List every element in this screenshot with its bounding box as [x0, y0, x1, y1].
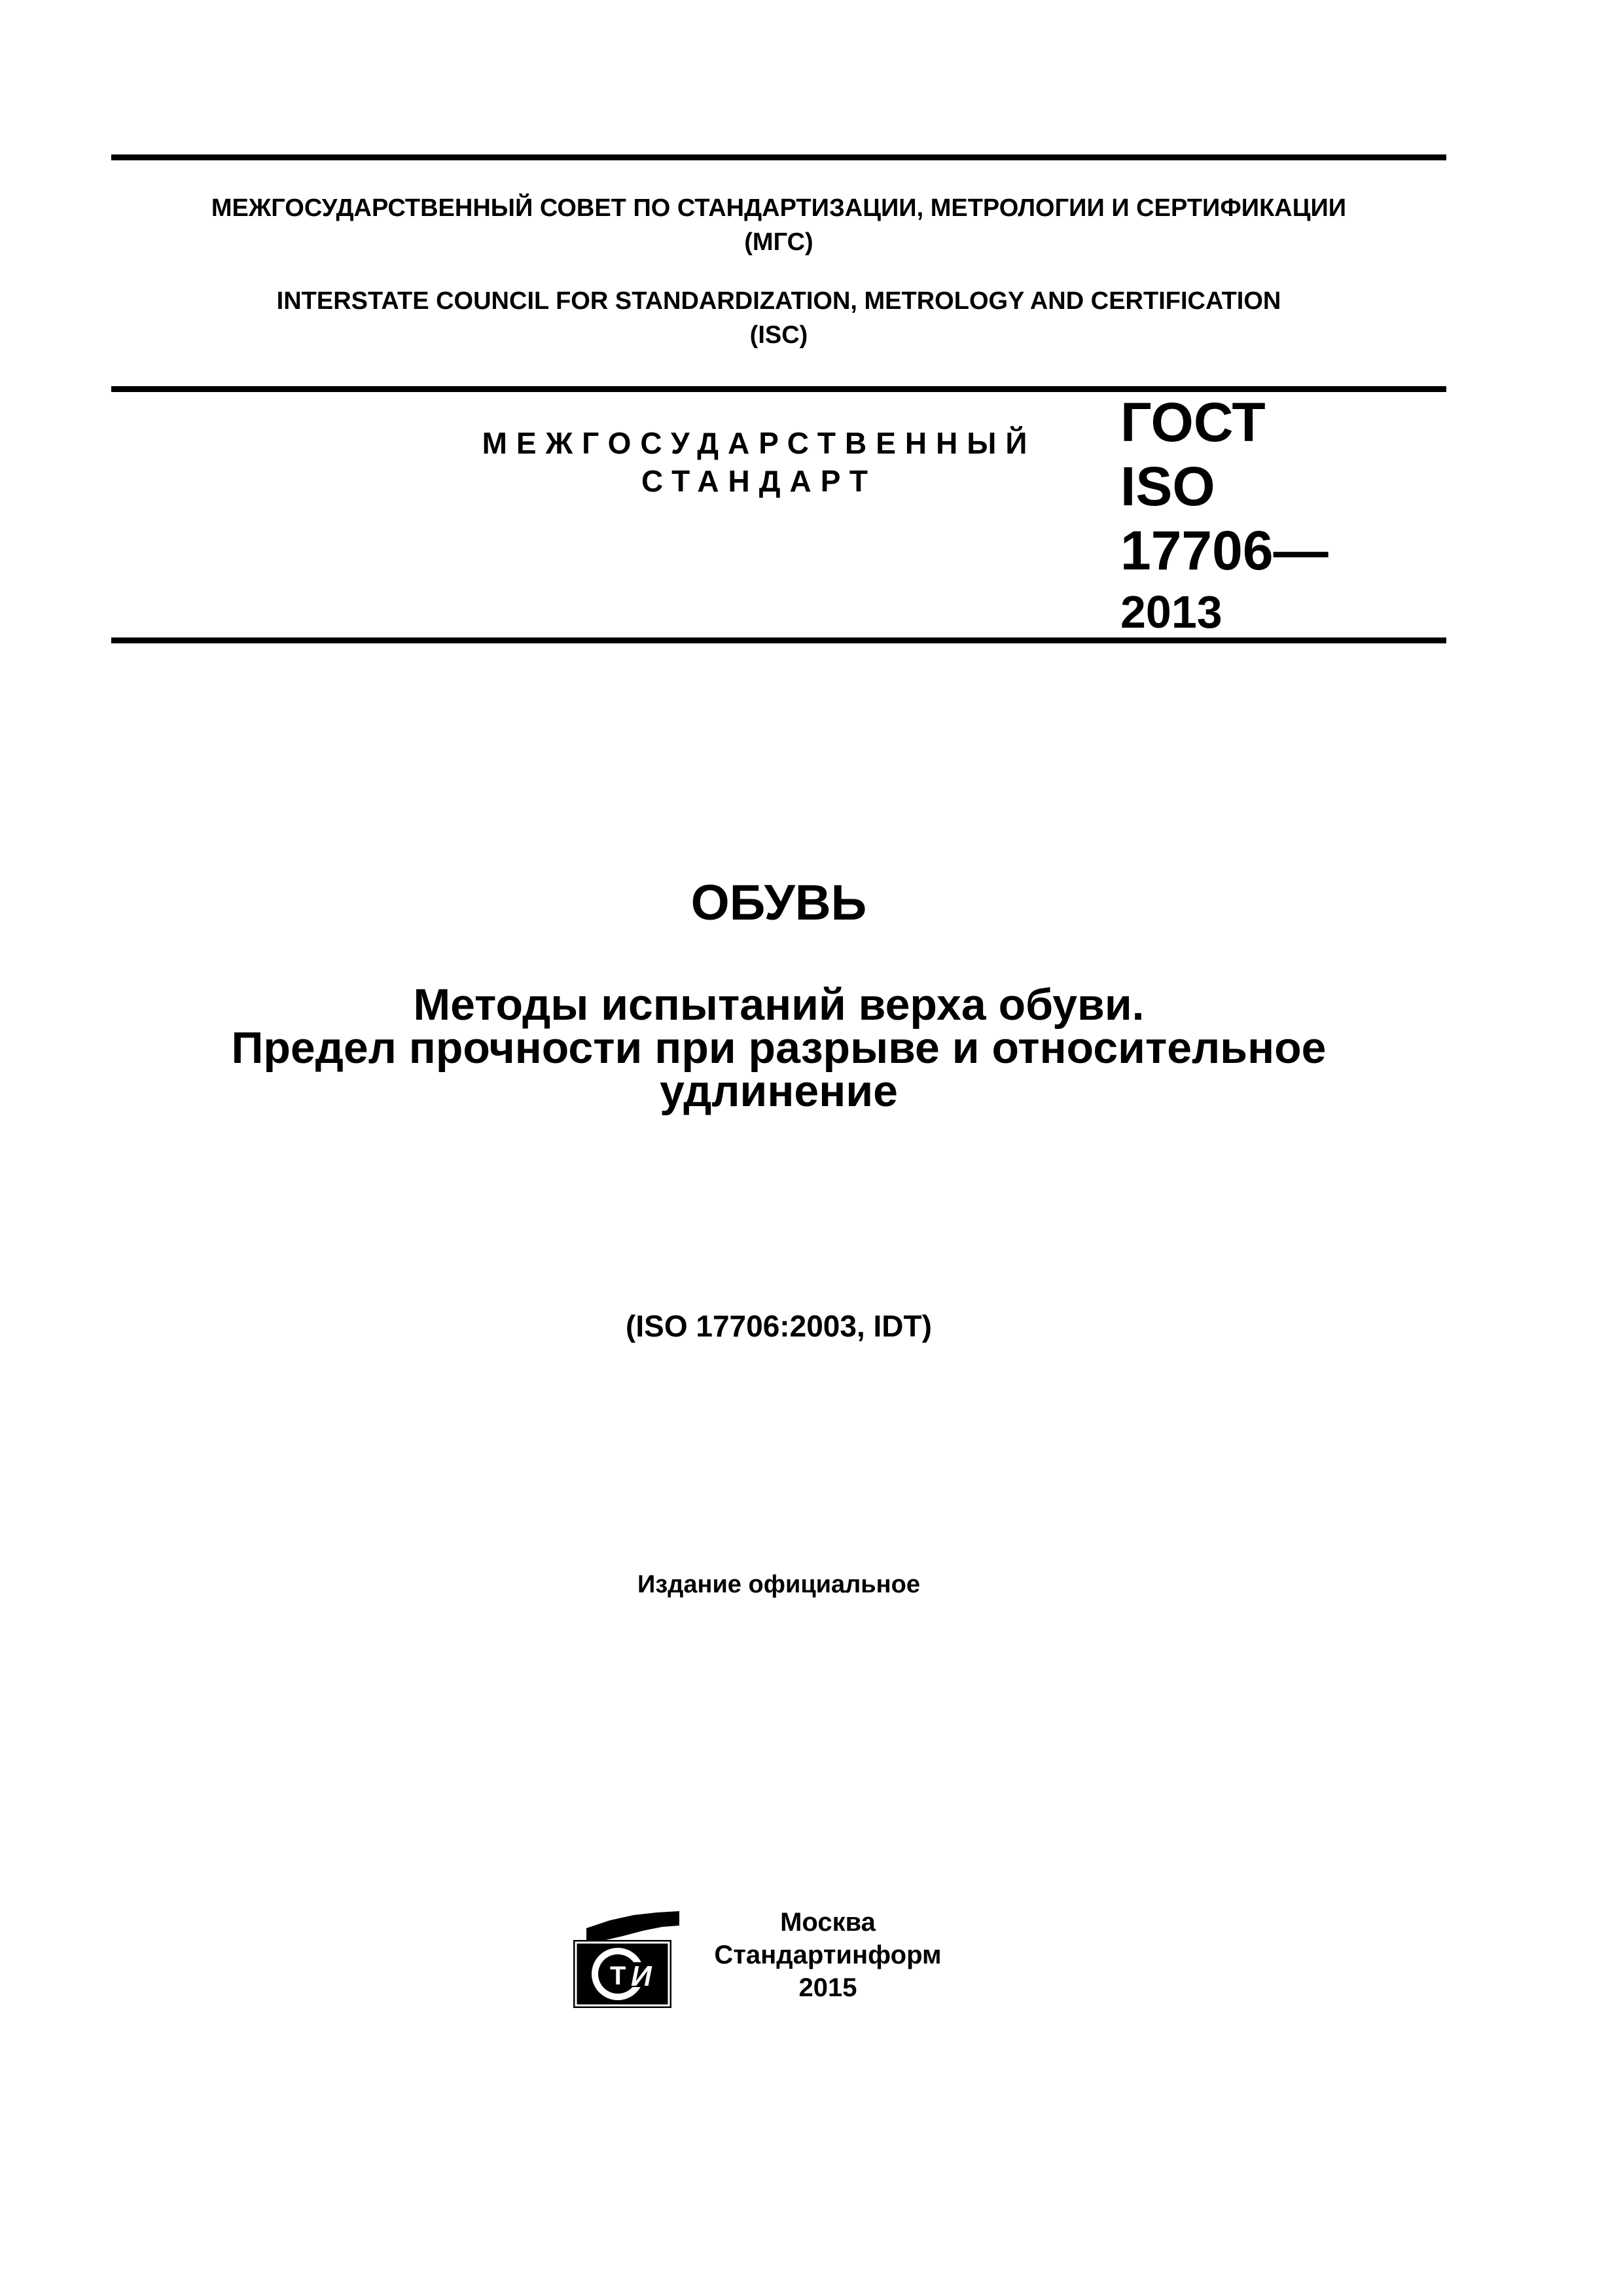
council-ru-abbr: (МГС) [744, 228, 813, 256]
designation-line3: 17706— [1120, 520, 1329, 581]
document-title: ОБУВЬ [690, 875, 867, 931]
edition-note: Издание официальное [637, 1571, 920, 1598]
subtitle-line: Предел прочности при разрыве и относительное [231, 1023, 1327, 1073]
document-subtitle [111, 980, 1446, 1116]
top-rule [111, 154, 1446, 160]
publisher-name: Стандартинформ [714, 1941, 942, 1969]
subtitle-line: Методы испытаний верха обуви. [413, 980, 1145, 1030]
council-block [111, 191, 1446, 352]
svg-text:Т: Т [610, 1962, 626, 1990]
standard-kind-line2: СТАНДАРТ [641, 464, 877, 498]
council-en-abbr: (ISC) [749, 321, 808, 349]
council-en-name: INTERSTATE COUNCIL FOR STANDARDIZATION, METROLOGY AND CERTIFICATION [276, 287, 1281, 315]
designation-year: 2013 [1120, 586, 1222, 637]
standartinform-logo-icon [571, 1906, 682, 2009]
designation-line2: ISO [1120, 456, 1215, 517]
publisher-year: 2015 [798, 1973, 857, 2002]
svg-text:И: И [631, 1960, 652, 1992]
subtitle-line: удлинение [660, 1066, 898, 1116]
standard-kind-line1: МЕЖГОСУДАРСТВЕННЫЙ [482, 426, 1037, 460]
publisher-city: Москва [780, 1908, 876, 1937]
standard-kind [366, 424, 1152, 500]
bottom-rule [111, 637, 1446, 643]
standard-designation [1120, 390, 1421, 641]
council-ru-name: МЕЖГОСУДАРСТВЕННЫЙ СОВЕТ ПО СТАНДАРТИЗАЦИИ, МЕТРОЛОГИИ И СЕРТИФИКАЦИИ [211, 194, 1347, 222]
iso-reference: (ISO 17706:2003, IDT) [626, 1309, 932, 1343]
publisher-imprint [687, 1906, 969, 2004]
designation-line1: ГОСТ [1120, 391, 1266, 453]
